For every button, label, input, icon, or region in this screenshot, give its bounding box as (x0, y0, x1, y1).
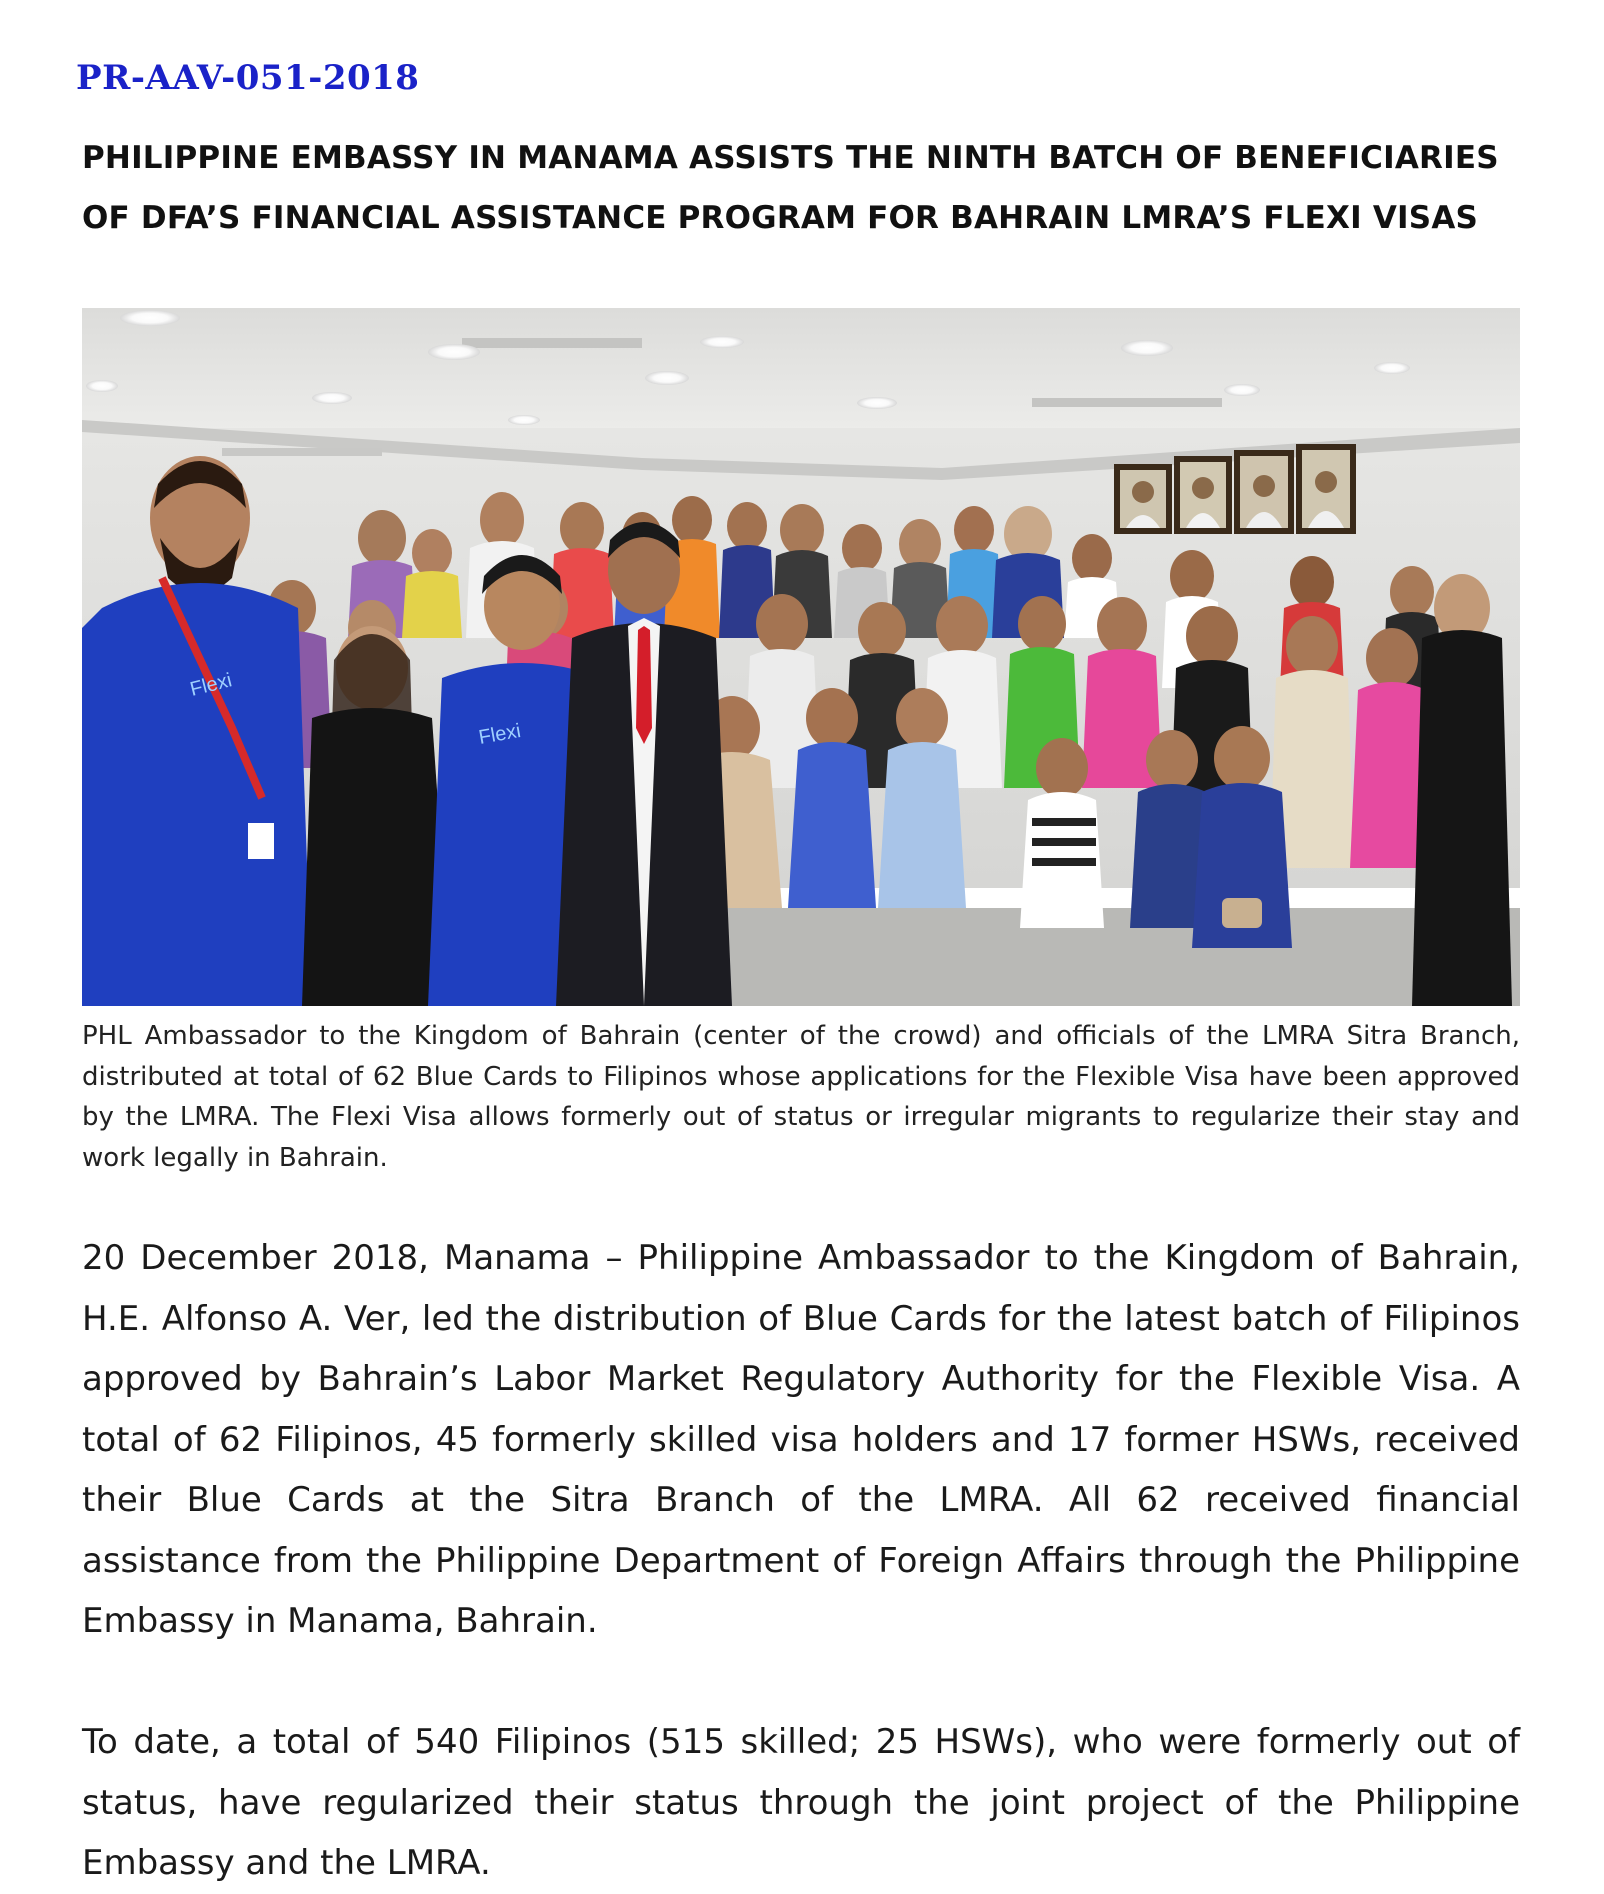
ceiling-vent (222, 448, 382, 456)
ceiling-vent (1032, 398, 1222, 407)
ceiling-vent (462, 338, 642, 348)
group-photo (82, 308, 1520, 1006)
group-photo-illustration (82, 308, 1520, 1006)
headline: PHILIPPINE EMBASSY IN MANAMA ASSISTS THE NINTH BATCH OF BENEFICIARIES OF DFA’S FINANCIAL ASSISTANCE PROGRAM FOR BAHRAIN LMRA’S FLEXI VISAS (82, 140, 1499, 236)
shirt-logo-text: Flexi (477, 719, 523, 749)
reference-number: PR-AAV-051-2018 (76, 58, 420, 98)
shirt-logo-text: Flexi (187, 669, 235, 701)
body-paragraph-2: To date, a total of 540 Filipinos (515 skilled; 25 HSWs), who were formerly out of status, have regularized their status through the joint project of the Philippine Embassy and the LMRA. (82, 1722, 1520, 1883)
body-paragraph-1: 20 December 2018, Manama – Philippine Ambassador to the Kingdom of Bahrain, H.E. Alfonso A. Ver, led the distribution of Blue Cards for the latest batch of Filipinos approved by Bahrain’s Labor Market Regulatory Authority for the Flexible Visa. A total of 62 Filipinos, 45 formerly skilled visa holders and 17 former HSWs, received their Blue Cards at the Sitra Branch of the LMRA. All 62 received financial assistance from the Philippine Department of Foreign Affairs through the Philippine Embassy in Manama, Bahrain. (82, 1238, 1520, 1641)
photo-caption: PHL Ambassador to the Kingdom of Bahrain (center of the crowd) and officials of the LMRA Sitra Branch, distributed at total of 62 Blue Cards to Filipinos whose applications for the Flexible Visa have been approved by the LMRA. The Flexi Visa allows formerly out of status or irregular migrants to regularize their stay and work legally in Bahrain. (82, 1021, 1520, 1173)
